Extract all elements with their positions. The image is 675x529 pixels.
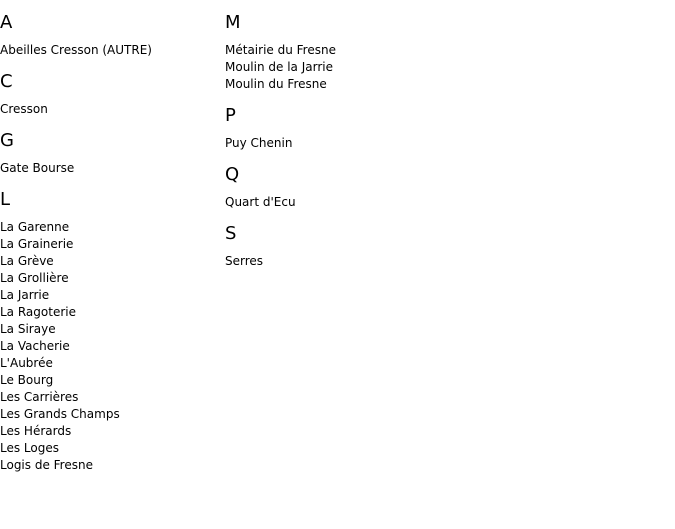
place-entry[interactable]: Serres <box>225 254 264 268</box>
letter-heading: C <box>0 71 13 92</box>
place-entry[interactable]: Le Bourg <box>0 373 54 387</box>
letter-heading: Q <box>225 164 240 185</box>
place-entry[interactable]: Quart d'Ecu <box>225 195 296 209</box>
letter-heading: M <box>225 12 241 33</box>
place-entry[interactable]: Gate Bourse <box>0 161 75 175</box>
place-entry[interactable]: La Grainerie <box>0 237 74 251</box>
entry-list <box>0 219 220 474</box>
place-entry[interactable]: Moulin du Fresne <box>225 77 327 91</box>
letter-heading: G <box>0 130 14 151</box>
place-entry[interactable]: Puy Chenin <box>225 136 293 150</box>
letter-group-q <box>225 164 465 211</box>
letter-group-c <box>0 71 220 118</box>
letter-heading: S <box>225 223 237 244</box>
entry-list <box>225 42 465 93</box>
place-entry[interactable]: Logis de Fresne <box>0 458 93 472</box>
place-entry[interactable]: Les Grands Champs <box>0 407 120 421</box>
entry-list <box>225 194 465 211</box>
entry-list <box>0 160 220 177</box>
place-entry[interactable]: Les Carrières <box>0 390 79 404</box>
entry-list <box>0 42 220 59</box>
place-entry[interactable]: Moulin de la Jarrie <box>225 60 333 74</box>
letter-heading: A <box>0 12 13 33</box>
index-column-right <box>225 0 465 270</box>
place-entry[interactable]: Les Loges <box>0 441 59 455</box>
place-entry[interactable]: La Vacherie <box>0 339 70 353</box>
place-entry[interactable]: La Ragoterie <box>0 305 76 319</box>
letter-heading: P <box>225 105 236 126</box>
letter-group-p <box>225 105 465 152</box>
entry-list <box>225 253 465 270</box>
index-column-left <box>0 0 220 474</box>
place-entry[interactable]: Les Hérards <box>0 424 72 438</box>
entry-list <box>225 135 465 152</box>
place-entry[interactable]: Métairie du Fresne <box>225 43 336 57</box>
letter-group-m <box>225 12 465 93</box>
place-entry[interactable]: La Siraye <box>0 322 56 336</box>
place-entry[interactable]: Abeilles Cresson (AUTRE) <box>0 43 152 57</box>
letter-heading: L <box>0 189 11 210</box>
entry-list <box>0 101 220 118</box>
letter-group-l <box>0 189 220 474</box>
place-entry[interactable]: L'Aubrée <box>0 356 53 370</box>
place-entry[interactable]: La Garenne <box>0 220 70 234</box>
letter-group-g <box>0 130 220 177</box>
place-entry[interactable]: Cresson <box>0 102 48 116</box>
letter-group-a <box>0 12 220 59</box>
place-entry[interactable]: La Grollière <box>0 271 69 285</box>
place-entry[interactable]: La Grève <box>0 254 54 268</box>
letter-group-s <box>225 223 465 270</box>
place-entry[interactable]: La Jarrie <box>0 288 50 302</box>
